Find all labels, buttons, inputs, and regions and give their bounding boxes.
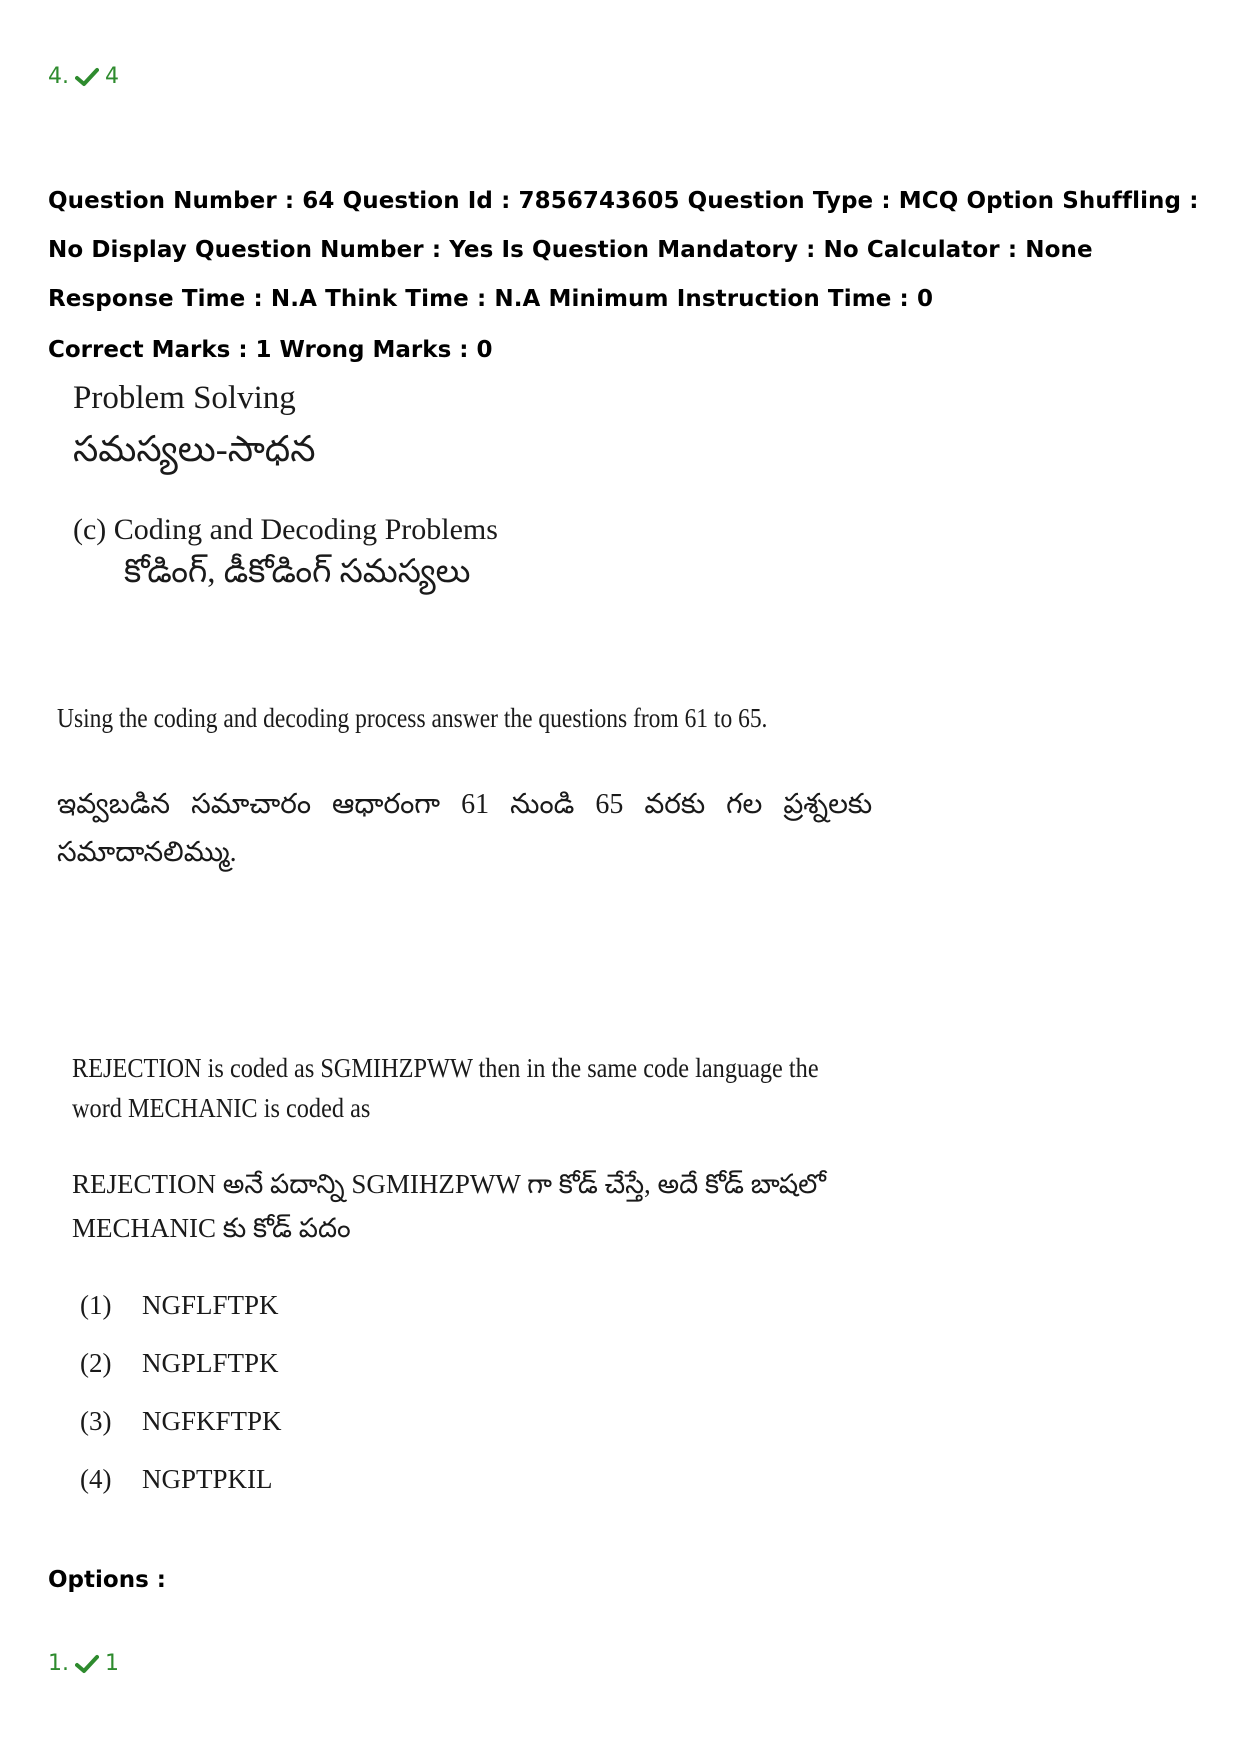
instruction-english: Using the coding and decoding process answer the questions from 61 to 65. — [57, 703, 768, 733]
choice-text: NGFKFTPK — [142, 1406, 282, 1436]
question-text-telugu: REJECTION అనే పదాన్ని SGMIHZPWW గా కోడ్ చేస్తే, అదే కోడ్ బాషలో MECHANIC కు కోడ్ పదం — [72, 1169, 826, 1243]
choice-number: (2) — [80, 1348, 112, 1378]
section-heading-telugu: సమస్యలు-సాధన — [73, 429, 316, 469]
choice-item — [80, 1348, 279, 1379]
option-correct — [48, 1651, 119, 1676]
marks-info: Correct Marks : 1 Wrong Marks : 0 — [48, 337, 493, 363]
instruction-telugu: ఇవ్వబడిన సమాచారం ఆధారంగా 61 నుండి 65 వరకు గల ప్రశ్నలకు సమాదానలిమ్ము. — [57, 789, 873, 868]
subsection-heading-telugu: కోడింగ్, డీకోడింగ్ సమస్యలు — [124, 554, 471, 590]
choice-item — [80, 1406, 282, 1437]
question-text-english: REJECTION is coded as SGMIHZPWW then in the same code language the word MECHANIC is coded as — [72, 1053, 819, 1123]
option-value: 1 — [105, 1651, 119, 1676]
check-icon — [75, 1654, 99, 1674]
choice-text: NGFLFTPK — [142, 1290, 279, 1320]
choice-number: (4) — [80, 1464, 112, 1494]
question-metadata: Question Number : 64 Question Id : 7856743605 Question Type : MCQ Option Shuffling : No Display Question Number : Yes Is Question Mandatory : No Calculator : None Response Time : N.A Think Time : N.A Minimum Instruction Time : 0 — [48, 188, 1199, 312]
options-label: Options : — [48, 1567, 166, 1593]
previous-answer — [48, 64, 119, 89]
previous-answer-value: 4 — [105, 64, 119, 89]
check-icon — [75, 67, 99, 87]
choice-text: NGPTPKIL — [142, 1464, 273, 1494]
subsection-heading-english: (c) Coding and Decoding Problems — [73, 513, 498, 546]
choice-number: (3) — [80, 1406, 112, 1436]
section-heading-english: Problem Solving — [73, 380, 296, 416]
choice-item — [80, 1464, 273, 1495]
choice-number: (1) — [80, 1290, 112, 1320]
option-number: 1. — [48, 1651, 69, 1676]
choice-text: NGPLFTPK — [142, 1348, 279, 1378]
choice-item — [80, 1290, 279, 1321]
previous-answer-number: 4. — [48, 64, 69, 89]
